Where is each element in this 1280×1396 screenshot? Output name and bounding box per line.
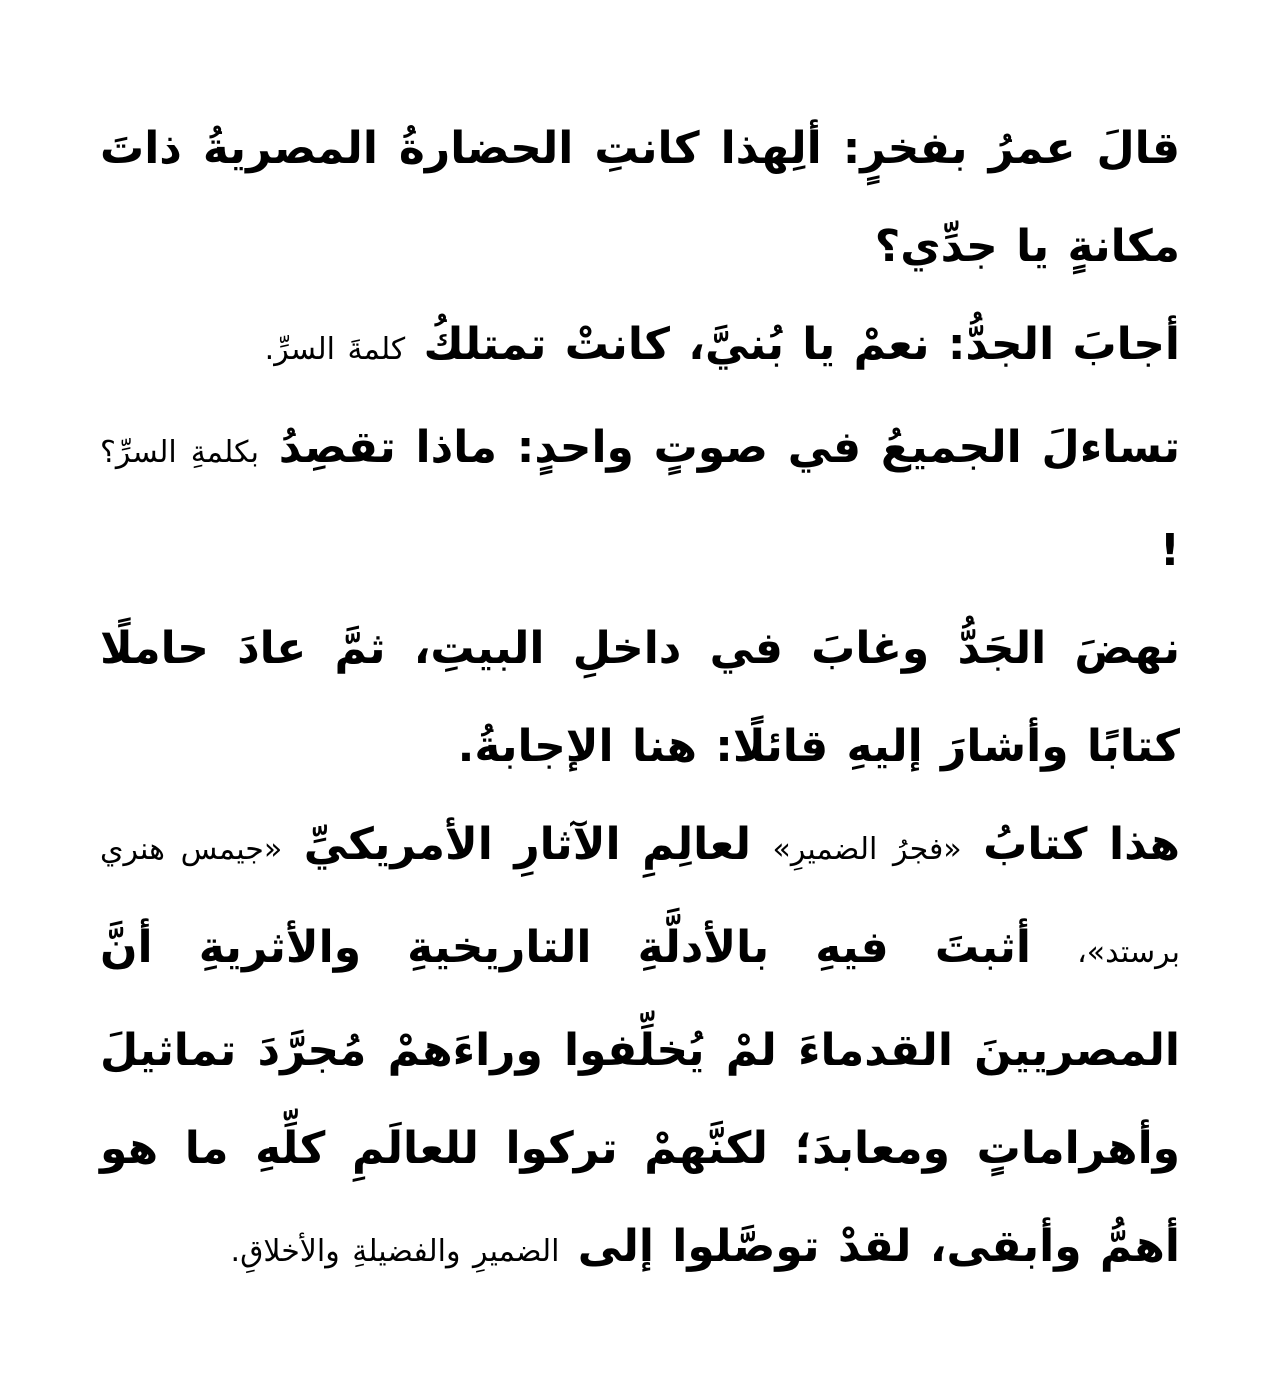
paragraph: [100, 296, 1180, 399]
text-run: قالَ عمرُ بفخرٍ: ألِهذا كانتِ الحضارةُ المصريةُ ذاتَ مكانةٍ يا جدِّي؟: [100, 123, 1180, 272]
paragraph: [100, 600, 1180, 796]
text-run: «فجرُ الضميرِ»: [772, 832, 962, 867]
paragraph: [100, 399, 1180, 600]
text-run: الضميرِ والفضيلةِ والأخلاقِ.: [230, 1234, 560, 1269]
text-run: تساءلَ الجميعُ في صوتٍ واحدٍ: ماذا تقصِدُ: [259, 422, 1180, 473]
text-run: نهضَ الجَدُّ وغابَ في داخلِ البيتِ، ثمَّ عادَ حاملًا كتابًا وأشارَ إليهِ قائلًا: هنا الإجابةُ.: [100, 623, 1180, 772]
text-run: !: [1159, 525, 1180, 576]
text-body: [100, 100, 1180, 1301]
text-run: كلمةَ السرِّ.: [264, 332, 406, 367]
text-run: بكلمةِ السرِّ؟: [100, 435, 259, 470]
text-run: «جيمس هنري برستد»،: [100, 832, 1180, 970]
paragraph: [100, 100, 1180, 296]
text-run: لعالِمِ الآثارِ الأمريكيِّ: [282, 819, 773, 870]
text-run: هذا كتابُ: [961, 819, 1180, 870]
paragraph: [100, 796, 1180, 1301]
text-run: أثبتَ فيهِ بالأدلَّةِ التاريخيةِ والأثريةِ أنَّ المصريينَ القدماءَ لمْ يُخلِّفوا وراءَهمْ مُجرَّدَ تماثيلَ وأهراماتٍ ومعابدَ؛ لكنَّهمْ تركوا للعالَمِ كلِّهِ ما هو أهمُّ وأبقى، لقدْ توصَّلوا إلى: [100, 922, 1180, 1272]
text-run: أجابَ الجدُّ: نعمْ يا بُنيَّ، كانتْ تمتلكُ: [405, 319, 1180, 370]
